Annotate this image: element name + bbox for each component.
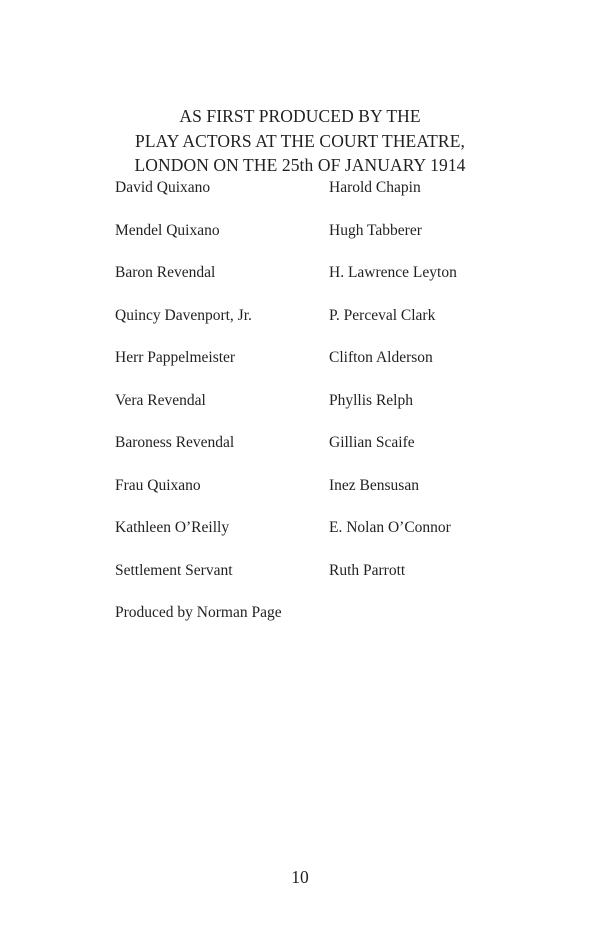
cast-list: [115, 177, 515, 602]
cast-row: [115, 177, 515, 220]
cast-row: [115, 390, 515, 433]
cast-row: [115, 220, 515, 263]
cast-row: [115, 262, 515, 305]
cast-row: [115, 560, 515, 603]
role-name: Baroness Revendal: [115, 434, 235, 451]
actor-name: Inez Bensusan: [329, 476, 419, 494]
actor-name: P. Perceval Clark: [329, 306, 436, 324]
role-name: David Quixano: [115, 179, 211, 196]
role-name: Vera Revendal: [115, 391, 206, 409]
actor-name: Phyllis Relph: [329, 391, 413, 409]
producer-credit: Produced by Norman Page: [115, 604, 282, 621]
actor-name: Clifton Alderson: [329, 349, 433, 366]
actor-name: Ruth Parrott: [329, 561, 406, 579]
heading-line: AS FIRST PRODUCED BY THE: [179, 106, 421, 126]
cast-row: [115, 347, 515, 390]
cast-row: [115, 517, 515, 560]
cast-row: [115, 305, 515, 348]
cast-row: [115, 475, 515, 518]
role-name: Herr Pappelmeister: [115, 349, 236, 366]
actor-name: Hugh Tabberer: [329, 221, 422, 239]
actor-name: Gillian Scaife: [329, 434, 415, 451]
role-name: Baron Revendal: [115, 264, 216, 281]
actor-name: H. Lawrence Leyton: [329, 264, 457, 281]
role-name: Kathleen O’Reilly: [115, 519, 230, 536]
role-name: Mendel Quixano: [115, 221, 220, 239]
actor-name: Harold Chapin: [329, 179, 421, 196]
actor-name: E. Nolan O’Connor: [329, 519, 451, 536]
heading-line: LONDON ON THE 25th OF JANUARY 1914: [134, 155, 466, 175]
role-name: Settlement Servant: [115, 561, 233, 579]
role-name: Frau Quixano: [115, 476, 201, 494]
role-name: Quincy Davenport, Jr.: [115, 306, 252, 324]
production-heading: [0, 104, 600, 178]
page-number: 10: [291, 867, 309, 887]
cast-row: [115, 432, 515, 475]
heading-line: PLAY ACTORS AT THE COURT THEATRE,: [135, 130, 465, 151]
